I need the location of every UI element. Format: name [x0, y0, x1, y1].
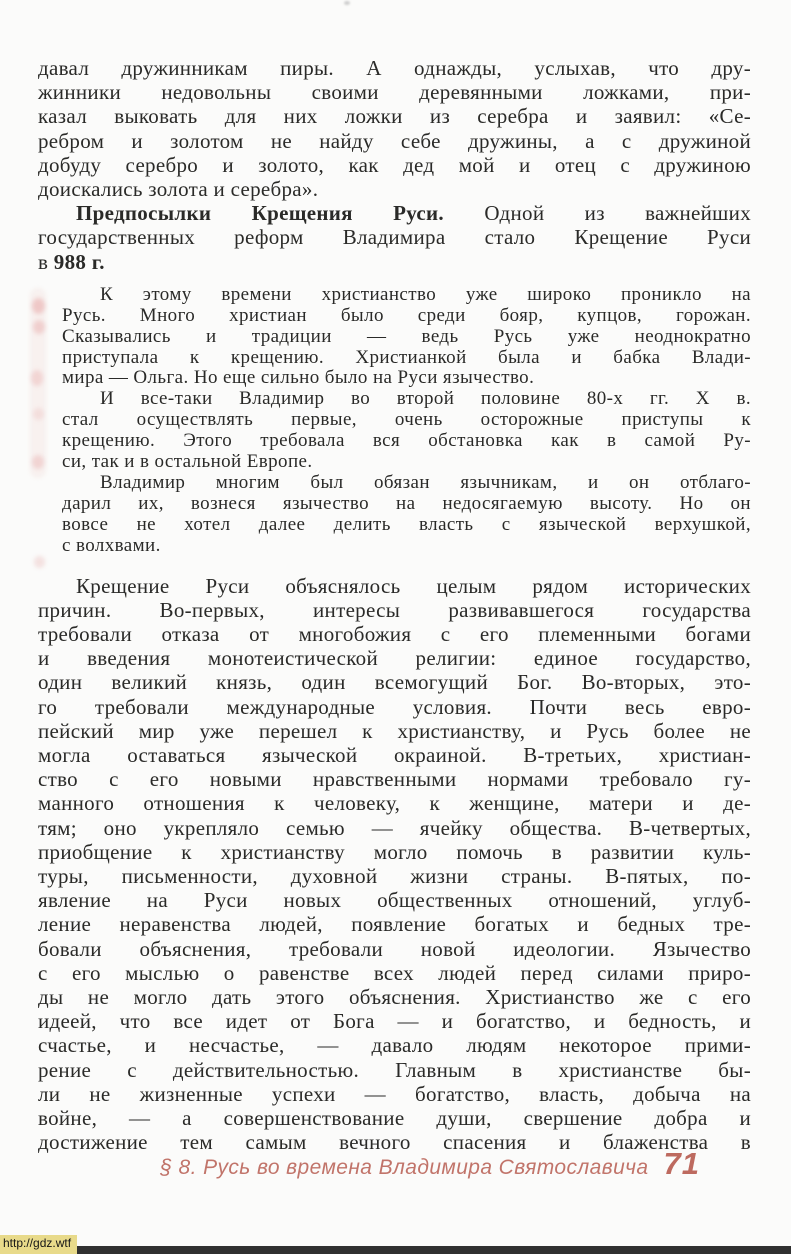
text-line: дарил их, вознеся язычество на недосягаемую высоту. Но он	[62, 492, 751, 514]
paragraph-body	[38, 574, 751, 1155]
text-line: достижение тем самым вечного спасения и блаженства в	[38, 1130, 751, 1155]
scan-smudge	[34, 556, 45, 568]
text-line: давал дружинникам пиры. А однажды, услыхав, что дру-	[38, 56, 751, 80]
running-footer	[160, 1146, 700, 1182]
text-line: требовали отказа от многобожия с его племенными богами	[38, 622, 751, 647]
text-line: мира — Ольга. Но еще сильно было на Руси язычество.	[62, 367, 535, 389]
paragraph-continuation	[38, 56, 751, 201]
text-line: доискались золота и серебра».	[38, 177, 319, 202]
text-line: казал выковать для них ложки из серебра и заявил: «Се-	[38, 104, 751, 129]
year-prefix: в	[38, 249, 49, 274]
text-line: ды не могло дать этого объяснения. Христианство же с его	[38, 985, 751, 1010]
scan-smudge	[32, 298, 45, 314]
text-line: жинники недовольны своими деревянными ложками, при-	[38, 80, 751, 105]
inset-block	[62, 285, 751, 557]
text-line: с его мыслью о равенстве всех людей перед силами приро-	[38, 960, 751, 985]
text-line: добуду серебро и золото, как дед мой и отец с дружиною	[38, 152, 751, 177]
text-line: войне, — а совершенствование души, свершение добра и	[38, 1106, 751, 1131]
text-line: ство с его новыми нравственными нормами требовало гу-	[38, 767, 751, 792]
inset-paragraph	[62, 389, 751, 473]
text-line: манного отношения к человеку, к женщине, матери и де-	[38, 791, 751, 816]
text-line: с волхвами.	[62, 534, 161, 556]
text-line: один великий князь, один всемогущий Бог. Во-вторых, это-	[38, 670, 751, 695]
inset-paragraph	[62, 285, 751, 390]
text-line: го требовали международные условия. Почти весь евро-	[38, 694, 751, 719]
year-bold: 988 г.	[53, 249, 105, 274]
scan-smudge	[33, 320, 45, 334]
page-number: 71	[663, 1146, 700, 1181]
text-line: и введения монотеистической религии: единое государство,	[38, 646, 751, 671]
subheading-rest: Одной из важнейших	[484, 201, 751, 226]
text-line: крещению. Этого требовала вся обстановка как в самой Ру-	[62, 430, 751, 452]
section-title: § 8. Русь во времена Владимира Святославича	[160, 1156, 649, 1179]
watermark-label: http://gdz.wtf	[0, 1235, 77, 1254]
text-line: Владимир многим был обязан язычникам, и он отблаго-	[100, 471, 751, 493]
text-line: причин. Во-первых, интересы развивавшегося государства	[38, 597, 751, 622]
text-line: государственных реформ Владимира стало Крещение Руси	[38, 225, 751, 250]
text-line: счастье, и несчастье, — давало людям некоторое прими-	[38, 1033, 751, 1058]
text-line: Сказывались и традиции — ведь Русь уже неоднократно	[62, 325, 751, 347]
subheading-bold: Предпосылки Крещения Руси.	[76, 201, 444, 226]
scan-smudge	[32, 455, 44, 469]
text-line: бовали объяснения, требовали новой идеологии. Язычество	[38, 936, 751, 961]
text-line: явление на Руси новых общественных отношений, углуб-	[38, 888, 751, 913]
scan-smudge	[31, 370, 43, 386]
text-line: стал осуществлять первые, очень осторожные приступы к	[62, 409, 751, 431]
text-line: идеей, что все идет от Бога — и богатство, и бедность, и	[38, 1009, 751, 1034]
text-line: К этому времени христианство уже широко проникло на	[100, 283, 751, 305]
text-line: рение с действительностью. Главным в христианстве бы-	[38, 1057, 751, 1082]
text-line: приступала к крещению. Христианкой была и бабка Влади-	[62, 346, 751, 368]
text-line	[38, 201, 751, 225]
scan-speck	[344, 1, 350, 5]
page-body	[38, 56, 751, 1154]
text-line: ление неравенства людей, появление богатых и бедных тре-	[38, 912, 751, 937]
text-line: си, так и в остальной Европе.	[62, 451, 313, 473]
text-line: пейский мир уже перешел к христианству, и Русь более не	[38, 718, 751, 743]
bottom-scan-bar	[0, 1246, 791, 1254]
text-line: Крещение Руси объяснялось целым рядом исторических	[76, 573, 751, 598]
text-line: И все-таки Владимир во второй половине 80-х гг. X в.	[100, 388, 751, 410]
text-line: ребром и золотом не найду себе дружины, а с дружиной	[38, 128, 751, 153]
text-line: могла оставаться языческой окраиной. В-третьих, христиан-	[38, 743, 751, 768]
text-line	[38, 250, 751, 274]
text-line: тям; оно укрепляло семью — ячейку общества. В-четвертых,	[38, 815, 751, 840]
text-line: приобщение к христианству могло помочь в развитии куль-	[38, 839, 751, 864]
text-line: ли не жизненные успехи — богатство, власть, добыча на	[38, 1081, 751, 1106]
text-line: Русь. Много христиан было среди бояр, купцов, горожан.	[62, 304, 751, 326]
paragraph-subheading	[38, 201, 751, 274]
scan-smudge	[33, 408, 44, 420]
text-line: туры, письменности, духовной жизни страны. В-пятых, по-	[38, 864, 751, 889]
text-line: вовсе не хотел далее делить власть с языческой верхушкой,	[62, 513, 751, 535]
inset-paragraph	[62, 473, 751, 557]
